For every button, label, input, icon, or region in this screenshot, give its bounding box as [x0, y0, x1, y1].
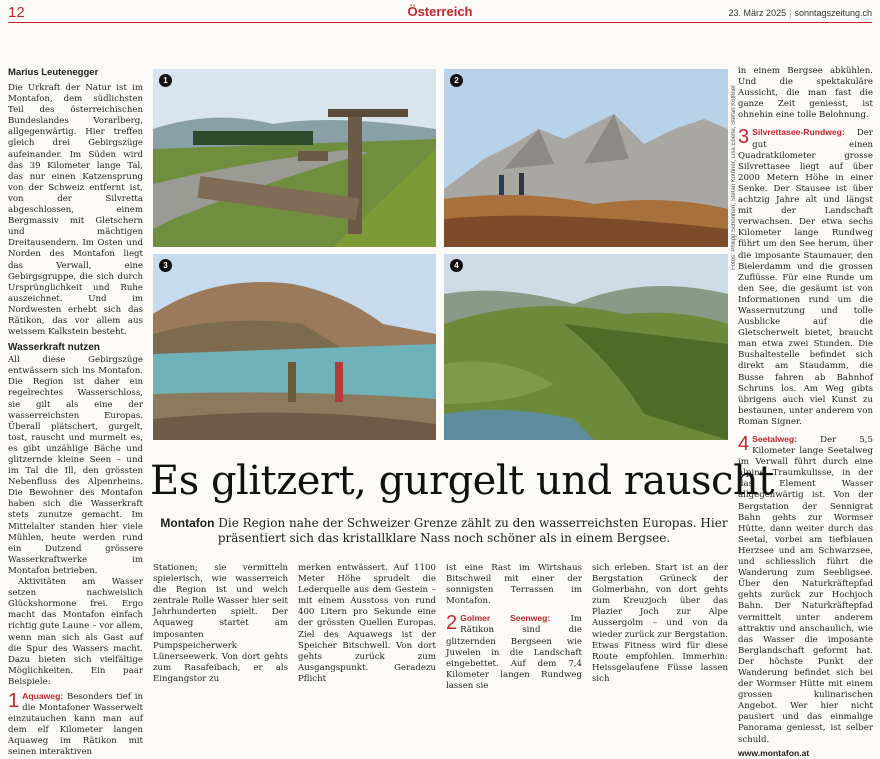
route-4-title: Seetalweg:: [752, 434, 798, 444]
route-2-text: Im Rätikon sind die glitzernden Bergseen wie Juwelen in die Landschaft eingebettet. Auf dem 7,4 Kilometer langen Rundweg lassen sie: [446, 614, 582, 691]
route-1-continued-2: merken entwässert. Auf 1100 Meter Höhe sprudelt die Lederquelle aus dem Gestein – mit einem Ausstoss von rund 400 Litern pro Sekunde eine der grössten Quellen Europas. Ziel des Aquawegs ist der Speicher Bitschwell. Von dort gehts zurück zum Ausgangspunkt. Geradezu Pflicht: [298, 563, 436, 684]
author-name: Marius Leutenegger: [8, 67, 99, 78]
route-2-number: 2: [446, 612, 458, 635]
route-1-number: 1: [8, 689, 20, 712]
photo-3-lake-hikers: [153, 254, 436, 440]
photo-1-badge: 1: [159, 74, 172, 87]
route-4-number: 4: [738, 433, 750, 455]
photo-3-badge: 3: [159, 259, 172, 272]
photo-2-badge: 2: [450, 74, 463, 87]
column-bottom-1: [153, 563, 288, 685]
body-paragraph-1: All diese Gebirgszüge entwässern sich ins Montafon. Die Region ist daher ein regelrechtes Wasserschloss, sie gilt als eine der wasserreichsten Europas. Überall plätschert, gurgelt, tost, rauscht und murmelt es, es gibt unzählige Bäche und glitzernde kleine Seen – und im Tal die Ill, den grössten Nebenfluss des Alpenrheins. Die Bewohner des Montafon haben sich die Wasserkraft stets zunutze gemacht. Im Mittelalter standen hier viele Mühlen, heute werden rund ein Dutzend grössere Wasserkraftwerke im Montafon betrieben.: [8, 355, 143, 576]
route-1-title: Aquaweg:: [22, 690, 64, 701]
issue-date: 23. März 2025: [728, 8, 787, 18]
lead-text: Die Region nahe der Schweizer Grenze zählt zu den wasserreichsten Europas. Hier präsentiert sich das kristallklare Nass noch schöner als in einem Bergsee.: [217, 516, 728, 545]
route-1-block: [8, 691, 143, 759]
route-2-block: [446, 613, 582, 692]
page-header: [0, 0, 880, 22]
route-3-number: 3: [738, 126, 750, 149]
route-2-continued: sich erleben. Start ist an der Bergstation Grüneck der Golmerbahn, von dort gehts zum Kreuzjoch über das Plazier Joch zur Alpe Aussergolm – und von da wieder zurück zur Bergstation. Etwas Fitness wird für diese Route empfohlen. Immerhin: Heissgelaufene Füsse lassen sich: [592, 563, 728, 684]
photo-4-valley-lake: [444, 254, 728, 440]
page-number: 12: [8, 4, 25, 21]
photo-1-bench: [153, 69, 436, 247]
photo-2-hikers-mountains: [444, 69, 728, 247]
body-paragraph-2: Aktivitäten am Wasser setzen nachweislich Glückshormone frei. Ergo macht das Montafon einfach richtig gute Laune – vor allem, wenn man sich als Gast auf die Spur des Wassers macht. Dazu bieten sich vielfältige Möglichkeiten. Ein paar Beispiele:: [8, 577, 143, 687]
column-right: [738, 66, 873, 759]
website-link[interactable]: www.montafon.at: [738, 747, 810, 758]
column-left: [8, 67, 143, 759]
lead-paragraph: [158, 516, 730, 546]
intro-paragraph: Die Urkraft der Natur ist im Montafon, dem südlichsten Teil des österreichischen Bundeslandes Vorarlberg, allgegenwärtig. Hier treffen gleich drei Gebirgszüge aufeinander. Im Süden wird das 39 Kilometer lange Tal, das nur einen Katzensprung von der Schweiz entfernt ist, von der Silvretta abgeschlossen, einem Bergmassiv mit Gletschern und mächtigen Dreitausendern. Im Osten und Norden des Montafon liegt das Verwall, eine Gebirgsgruppe, die sich durch Ursprünglichkeit und Ruhe auszeichnet. Und im Nordwesten erhebt sich das Rätikon, das vor allem aus weissem Kalkstein besteht.: [8, 83, 143, 338]
subheading: Wasserkraft nutzen: [8, 342, 100, 354]
route-4-text: Der 5,5 Kilometer lange Seetalweg im Verwall führt durch eine alpine Traumkulisse, in der das Element Wasser allgegenwärtig ist. Von der Bergstation der Sennigrat Bahn gehts zur Wormser Hütte, dann weiter durch das Seetal, vorbei am tiefblauen Herzsee und am Schwarzsee, und schliesslich führt die Wanderung zum Seebligsee. Über den Naturkräftepfad gehts zurück zur Hochjoch Bahn. Der Naturkräftepfad vermittelt unter anderem attraktiv und anschaulich, wie das Wasser die imposante Berglandschaft geformt hat. Der höchste Punkt der Wanderung befindet sich bei der Wormser Hütte mit einem grossen kulinarischen Angebot. Wer hier nicht pausiert und das einmalige Panorama geniesst, ist selber schuld.: [738, 435, 873, 745]
lead-kicker: Montafon: [160, 516, 215, 530]
route-3-title: Silvrettasee-Rundweg:: [752, 127, 845, 138]
route-3-block: [738, 127, 873, 428]
route-3-text: Der gut einen Quadratkilometer grosse Silvrettasee liegt auf über 2000 Metern Höhe in einer Senke. Der Stausee ist über achtzig Jahre alt und längst mit der Landschaft verwachsen. Der etwa sechs Kilometer lange Rundweg führt um den See herum, über die imposante Staumauer, den Bielerdamm und die grossen Zuflüsse. Für eine Runde um den See, die gesäumt ist von Informationen rund um die Wassernutzung und tolle Ausblicke auf die Gletscherwelt bietet, braucht man etwa zwei Stunden. Die Bushaltestelle befindet sich direkt am Staudamm, die Busse fahren ab Bahnhof Schruns los. Am Weg gibts übrigens auch viel Kunst zu bestaunen, unter anderem von Roman Signer.: [738, 128, 873, 427]
route-1-continued: Stationen; sie vermitteln spielerisch, wie wasserreich die Region ist und welch zentrale Rolle Wasser hier seit Jahrhunderten spielt. Der Aquaweg startet am imposanten Pumpspeicherwerk Lünerseewerk. Von dort gehts zum Rasafeibach, er als Eingangstor zu: [153, 563, 288, 684]
photo-2-image: [444, 69, 728, 247]
route-1-ending: ist eine Rast im Wirtshaus Bitschweil mit einer der sonnigsten Terrassen im Montafon.: [446, 563, 582, 607]
photo-4-badge: 4: [450, 259, 463, 272]
photo-4-image: [444, 254, 728, 440]
route-2-ending: in einem Bergsee abkühlen. Und die spektakuläre Aussicht, die man fast die ganze Zeit geniesst, ist ohnehin eine tolle Belohnung.: [738, 66, 873, 121]
photo-credit: Fotos: Philipp Schönherr, Stefan Kothner, Lisa Eberle, Stefan Kothner: [731, 84, 737, 270]
route-2-title: Golmer Seenweg:: [460, 613, 551, 624]
headline: Es glitzert, gurgelt und rauscht: [150, 458, 774, 504]
column-bottom-3: [446, 563, 582, 692]
header-meta: 23. März 2025 | sonntagszeitung.ch: [728, 8, 872, 18]
section-title: Österreich: [407, 4, 473, 19]
header-rule: [8, 22, 872, 23]
photo-3-image: [153, 254, 436, 440]
route-4-block: [738, 434, 873, 746]
photo-1-image: [153, 69, 436, 247]
column-bottom-4: [592, 563, 728, 685]
column-bottom-2: [298, 563, 436, 685]
site-link[interactable]: sonntagszeitung.ch: [794, 8, 872, 18]
route-1-text: Besonders tief in die Montafoner Wasserwelt einzutauchen kann man auf dem elf Kilometer langen Aquaweg im Rätikon mit seinen interaktiven: [8, 691, 143, 758]
